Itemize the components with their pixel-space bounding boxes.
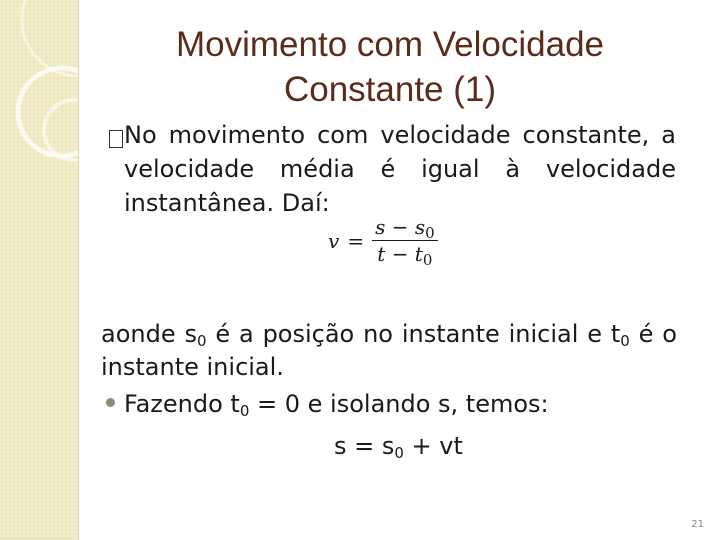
- formula-numerator: [372, 214, 438, 240]
- formula-equals: =: [347, 228, 365, 253]
- para2-text-3: é o instante inicial.: [101, 320, 677, 381]
- numerator-text: s − s: [375, 215, 426, 239]
- para2-text-1: aonde s: [101, 320, 197, 348]
- eq2-text-1: s = s: [334, 432, 395, 460]
- denominator-text: t − t: [377, 242, 423, 266]
- bullet2-text-1: Fazendo t: [124, 390, 240, 418]
- velocity-formula: [328, 214, 438, 267]
- bullet2-sub: 0: [239, 402, 250, 420]
- para2-sub-2: 0: [620, 332, 630, 350]
- para2-sub-1: 0: [196, 332, 207, 350]
- bullet-paragraph-2: [124, 388, 549, 421]
- slide-title: [120, 22, 660, 112]
- numerator-subscript: 0: [425, 224, 435, 242]
- paragraph-2: [101, 318, 677, 384]
- eq2-sub: 0: [394, 444, 404, 462]
- bullet-dot-icon: [106, 398, 115, 407]
- bullet-paragraph-1: No movimento com velocidade constante, a velocidade média é igual à velocidade instantânea. Daí:: [124, 121, 676, 217]
- formula-lhs: v: [328, 228, 340, 253]
- decorative-sidebar: [0, 0, 79, 540]
- title-line-2: Constante (1): [283, 70, 497, 109]
- formula-fraction: [372, 214, 438, 267]
- para2-text-2: é a posição no instante inicial e t: [206, 320, 621, 348]
- denominator-subscript: 0: [422, 251, 433, 269]
- bullet2-text-2: = 0 e isolando s, temos:: [249, 390, 549, 418]
- eq2-text-2: + vt: [403, 432, 463, 460]
- decorative-circles: [0, 0, 78, 540]
- formula-denominator: [374, 241, 435, 267]
- page-number: 21: [691, 519, 704, 530]
- missing-glyph-bullet-icon: [109, 130, 123, 148]
- title-line-1: Movimento com Velocidade: [176, 25, 604, 64]
- position-equation: [334, 430, 463, 463]
